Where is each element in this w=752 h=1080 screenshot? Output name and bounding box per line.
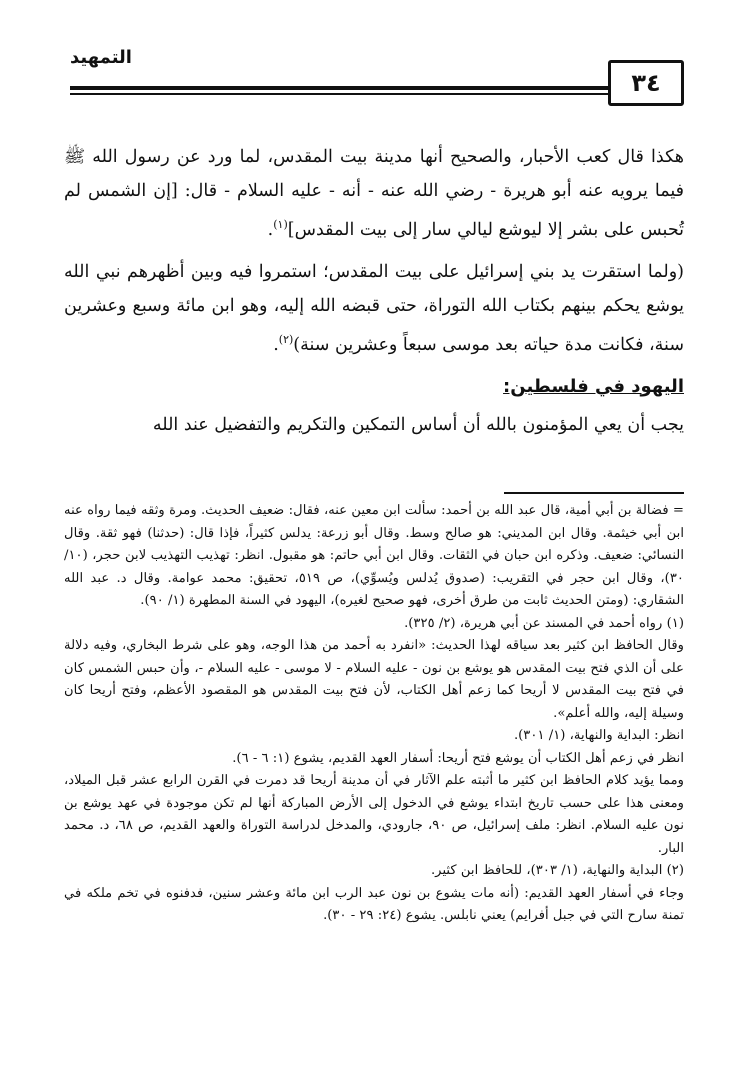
footnote-2-commentary: وجاء في أسفار العهد القديم: (أنه مات يشوع بن نون عبد الرب ابن مائة وعشر سنين، فدفنوه في تخم ملكه في تمنة سارح التي في جبل أفرايم) يعني نابلس. يشوع (٢٤: ٢٩ - ٣٠). bbox=[64, 885, 684, 923]
footnote-1-archaeology: ومما يؤيد كلام الحافظ ابن كثير ما أثبته علم الآثار في أن مدينة أريحا قد دمرت في القرن الرابع عشر قبل الميلاد، ومعنى هذا على حسب تاريخ ابتداء يوشع في الدخول إلى الأرض المباركة أنها لم تكن موجودة في عهد يوشع بن نون عليه السلام. انظر: ملف إسرائيل، ص ٩٠، جارودي، والمدخل لدراسة التوراة والعهد القديم، ص ٦٨، د. محمد البار. bbox=[64, 773, 684, 856]
header-rule-thin bbox=[70, 93, 610, 95]
footnote-1: (١) رواه أحمد في المسند عن أبي هريرة، (٢/ ٣٢٥). bbox=[404, 615, 684, 631]
paragraph-2-text: (ولما استقرت يد بني إسرائيل على بيت المقدس؛ استمروا فيه وبين أظهرهم نبي الله يوشع يحكم بينهم بكتاب الله التوراة، حتى قبضه الله إليه، وهو ابن مائة وسبع وعشرين سنة، فكانت مدة حياته بعد موسى سبعاً وعشرين سنة) bbox=[64, 261, 684, 355]
footnote-continuation: = فضالة بن أبي أمية، قال عبد الله بن أحمد: سألت ابن معين عنه، فقال: ضعيف الحديث. ومرة وثقه فيما رواه عنه ابن أبي خيثمة. وقال ابن المديني: هو صالح وسط. وقال أبو زرعة: يدلس كثيراً، فإذا قال: (حدثنا) فهو ثقة. وقال النسائي: ضعيف. وذكره ابن حبان في الثقات. وقال ابن أبي حاتم: هو مقبول. انظر: تهذيب التهذيب لابن حجر، (١٠/ ٣٠)، وقال ابن حجر في التقريب: (صدوق يُدلس ويُسوِّي)، ص ٥١٩، تحقيق: محمد عوامة. وقال د. عبد الله الشقاري: (ومتن الحديث ثابت من طرق أخرى، فهو صحيح لغيره)، اليهود في السنة المطهرة (١/ ٩٠). bbox=[64, 503, 684, 608]
footnotes bbox=[64, 500, 684, 928]
footnote-2: (٢) البداية والنهاية، (١/ ٣٠٣)، للحافظ ابن كثير. bbox=[430, 863, 684, 878]
paragraph-2: (ولما استقرت يد بني إسرائيل على بيت المقدس؛ استمروا فيه وبين أظهرهم نبي الله يوشع يحكم بينهم بكتاب الله التوراة، حتى قبضه الله إليه، وهو ابن مائة وسبع وعشرين سنة، فكانت مدة حياته بعد موسى سبعاً وعشرين سنة)$^{(٢)}$. bbox=[64, 261, 684, 355]
page-number: ٣٤ bbox=[631, 69, 661, 97]
main-text bbox=[64, 140, 684, 450]
header-rule-thick bbox=[70, 86, 610, 90]
page-number-box bbox=[608, 60, 684, 106]
footnote-ref-2: (٢) bbox=[278, 332, 294, 346]
section-heading: اليهود في فلسطين: bbox=[503, 375, 684, 397]
paragraph-1-text: هكذا قال كعب الأحبار، والصحيح أنها مدينة بيت المقدس، لما ورد عن رسول الله ﷺ فيما يرويه عنه أبو هريرة - رضي الله عنه - أنه - عليه السلام - قال: [إن الشمس لم تُحبس على بشر إلا ليوشع ليالي سار إلى بيت المقدس] bbox=[64, 147, 684, 240]
paragraph-3: يجب أن يعي المؤمنون بالله أن أساس التمكين والتكريم والتفضيل عند الله bbox=[152, 414, 684, 435]
paragraph-1: هكذا قال كعب الأحبار، والصحيح أنها مدينة بيت المقدس، لما ورد عن رسول الله ﷺ فيما يرويه عنه أبو هريرة - رضي الله عنه - أنه - عليه السلام - قال: [إن الشمس لم تُحبس على بشر إلا ليوشع ليالي سار إلى بيت المقدس]$^{(١)}$. bbox=[64, 147, 684, 240]
running-header-title: التمهيد bbox=[70, 47, 132, 68]
footnote-1-commentary: وقال الحافظ ابن كثير بعد سياقه لهذا الحديث: «انفرد به أحمد من هذا الوجه، وهو على شرط البخاري، وفيه دلالة على أن الذي فتح بيت المقدس هو يوشع بن نون - عليه السلام - لا موسى - عليه السلام -، وأن حبس الشمس كان في فتح بيت المقدس لا أريحا كما زعم أهل الكتاب، لأن فتح بيت المقدس هو المقصود الأعظم، وفتح أريحا كان وسيلة إليه، والله أعلم». bbox=[64, 638, 684, 721]
footnote-1-source: انظر: البداية والنهاية، (١/ ٣٠١). bbox=[513, 728, 684, 743]
footnote-ref-1: (١) bbox=[273, 218, 288, 231]
footnote-1-jericho: انظر في زعم أهل الكتاب أن يوشع فتح أريحا: أسفار العهد القديم، يشوع (١: ٦ - ٦). bbox=[232, 750, 684, 766]
footnote-separator bbox=[504, 492, 684, 494]
